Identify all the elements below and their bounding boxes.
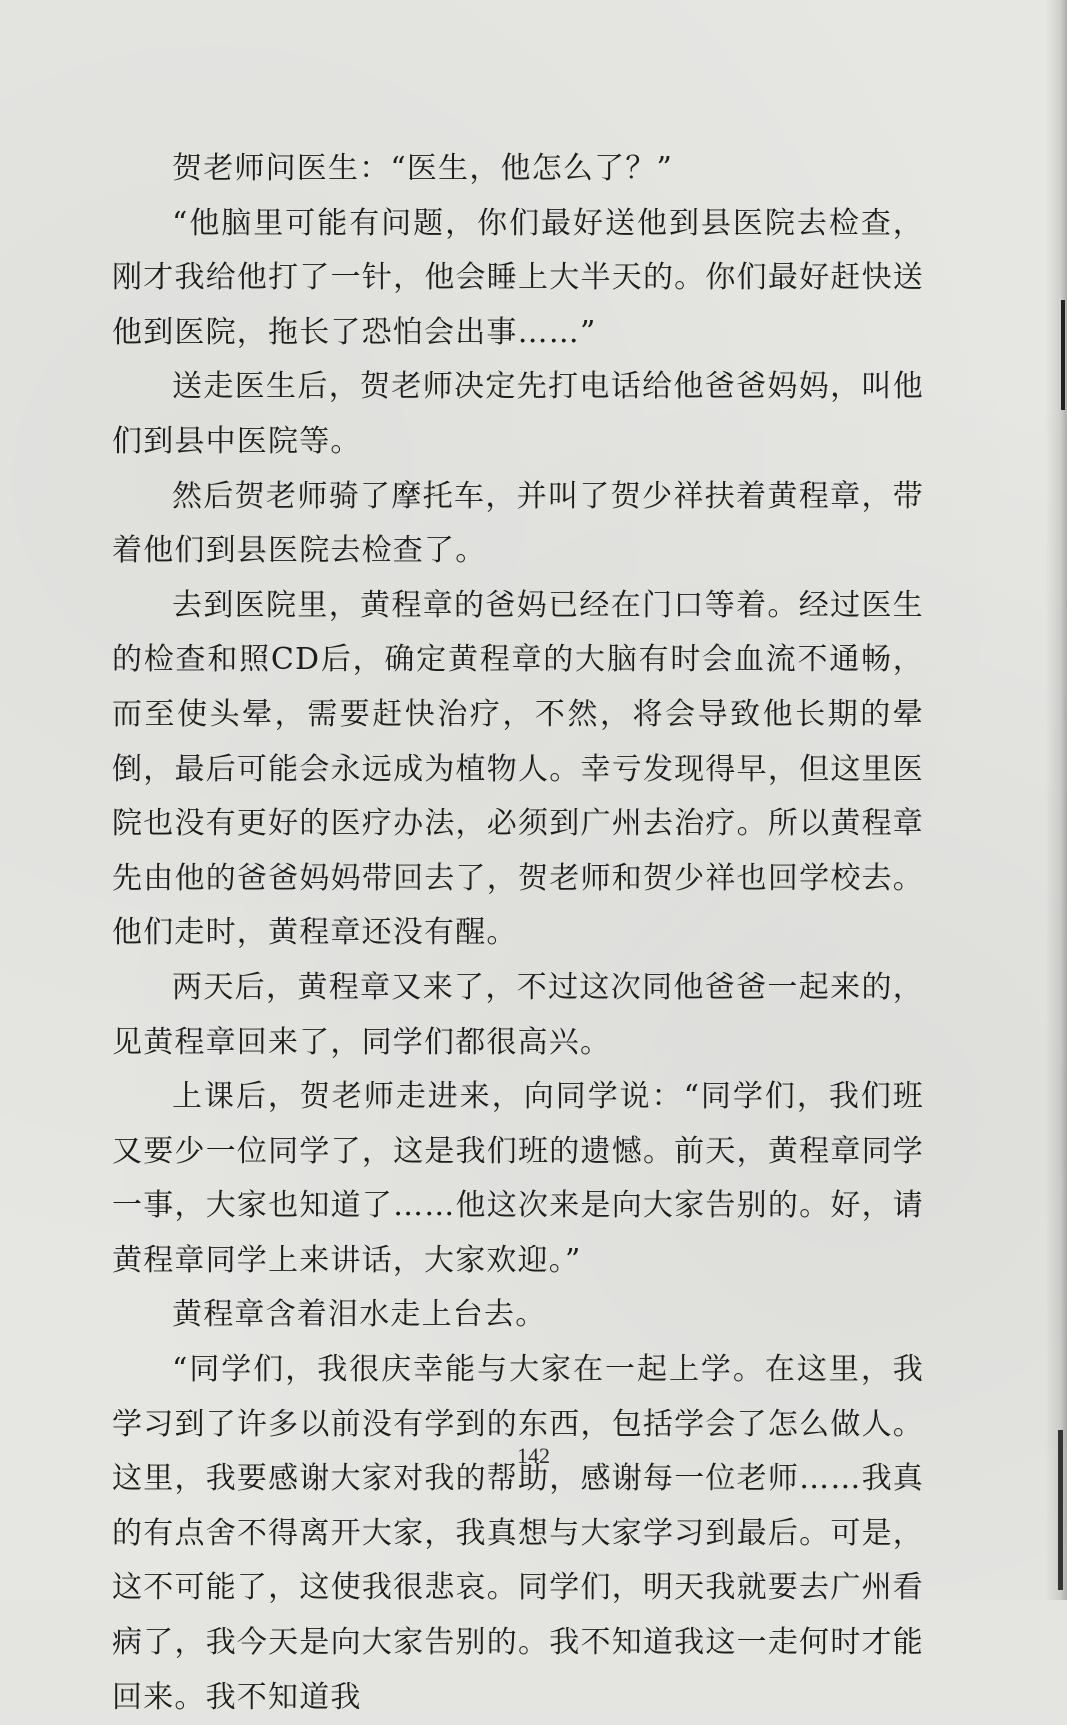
page-number: 142: [517, 1443, 550, 1468]
paragraph: 去到医院里，黄程章的爸妈已经在门口等着。经过医生的检查和照CD后，确定黄程章的大脑有时会血流不通畅，而至使头晕，需要赶快治疗，不然，将会导致他长期的晕倒，最后可能会永远成为植物人。幸亏发现得早，但这里医院也没有更好的医疗办法，必须到广州去治疗。所以黄程章先由他的爸爸妈妈带回去了，贺老师和贺少祥也回学校去。他们走时，黄程章还没有醒。: [112, 587, 924, 951]
binding-edge-mark: [1058, 1430, 1063, 1590]
page-edge-shadow: [1045, 0, 1067, 1600]
paragraph: “同学们，我很庆幸能与大家在一起上学。在这里，我学习到了许多以前没有学到的东西，包括学会了怎么做人。这里，我要感谢大家对我的帮助，感谢每一位老师……我真的有点舍不得离开大家，我真想与大家学习到最后。可是，这不可能了，这使我很悲哀。同学们，明天我就要去广州看病了，我今天是向大家告别的。我不知道我这一走何时才能回来。我不知道我: [112, 1352, 924, 1715]
paragraph: 上课后，贺老师走进来，向同学说：“同学们，我们班又要少一位同学了，这是我们班的遗憾。前天，黄程章同学一事，大家也知道了……他这次来是向大家告别的。好，请黄程章同学上来讲话，大家欢迎。”: [112, 1079, 924, 1278]
paragraph: 送走医生后，贺老师决定先打电话给他爸爸妈妈，叫他们到县中医院等。: [112, 369, 924, 459]
binding-edge-mark: [1061, 300, 1065, 410]
body-text: [112, 142, 924, 1725]
paragraph: 两天后，黄程章又来了，不过这次同他爸爸一起来的，见黄程章回来了，同学们都很高兴。: [112, 969, 924, 1060]
paragraph: 贺老师问医生：“医生，他怎么了？”: [172, 151, 674, 186]
paragraph: “他脑里可能有问题，你们最好送他到县医院去检查，刚才我给他打了一针，他会睡上大半天的。你们最好赶快送他到医院，拖长了恐怕会出事……”: [112, 205, 924, 350]
paragraph: 然后贺老师骑了摩托车，并叫了贺少祥扶着黄程章，带着他们到县医院去检查了。: [112, 478, 924, 569]
paragraph: 黄程章含着泪水走上台去。: [172, 1297, 547, 1333]
